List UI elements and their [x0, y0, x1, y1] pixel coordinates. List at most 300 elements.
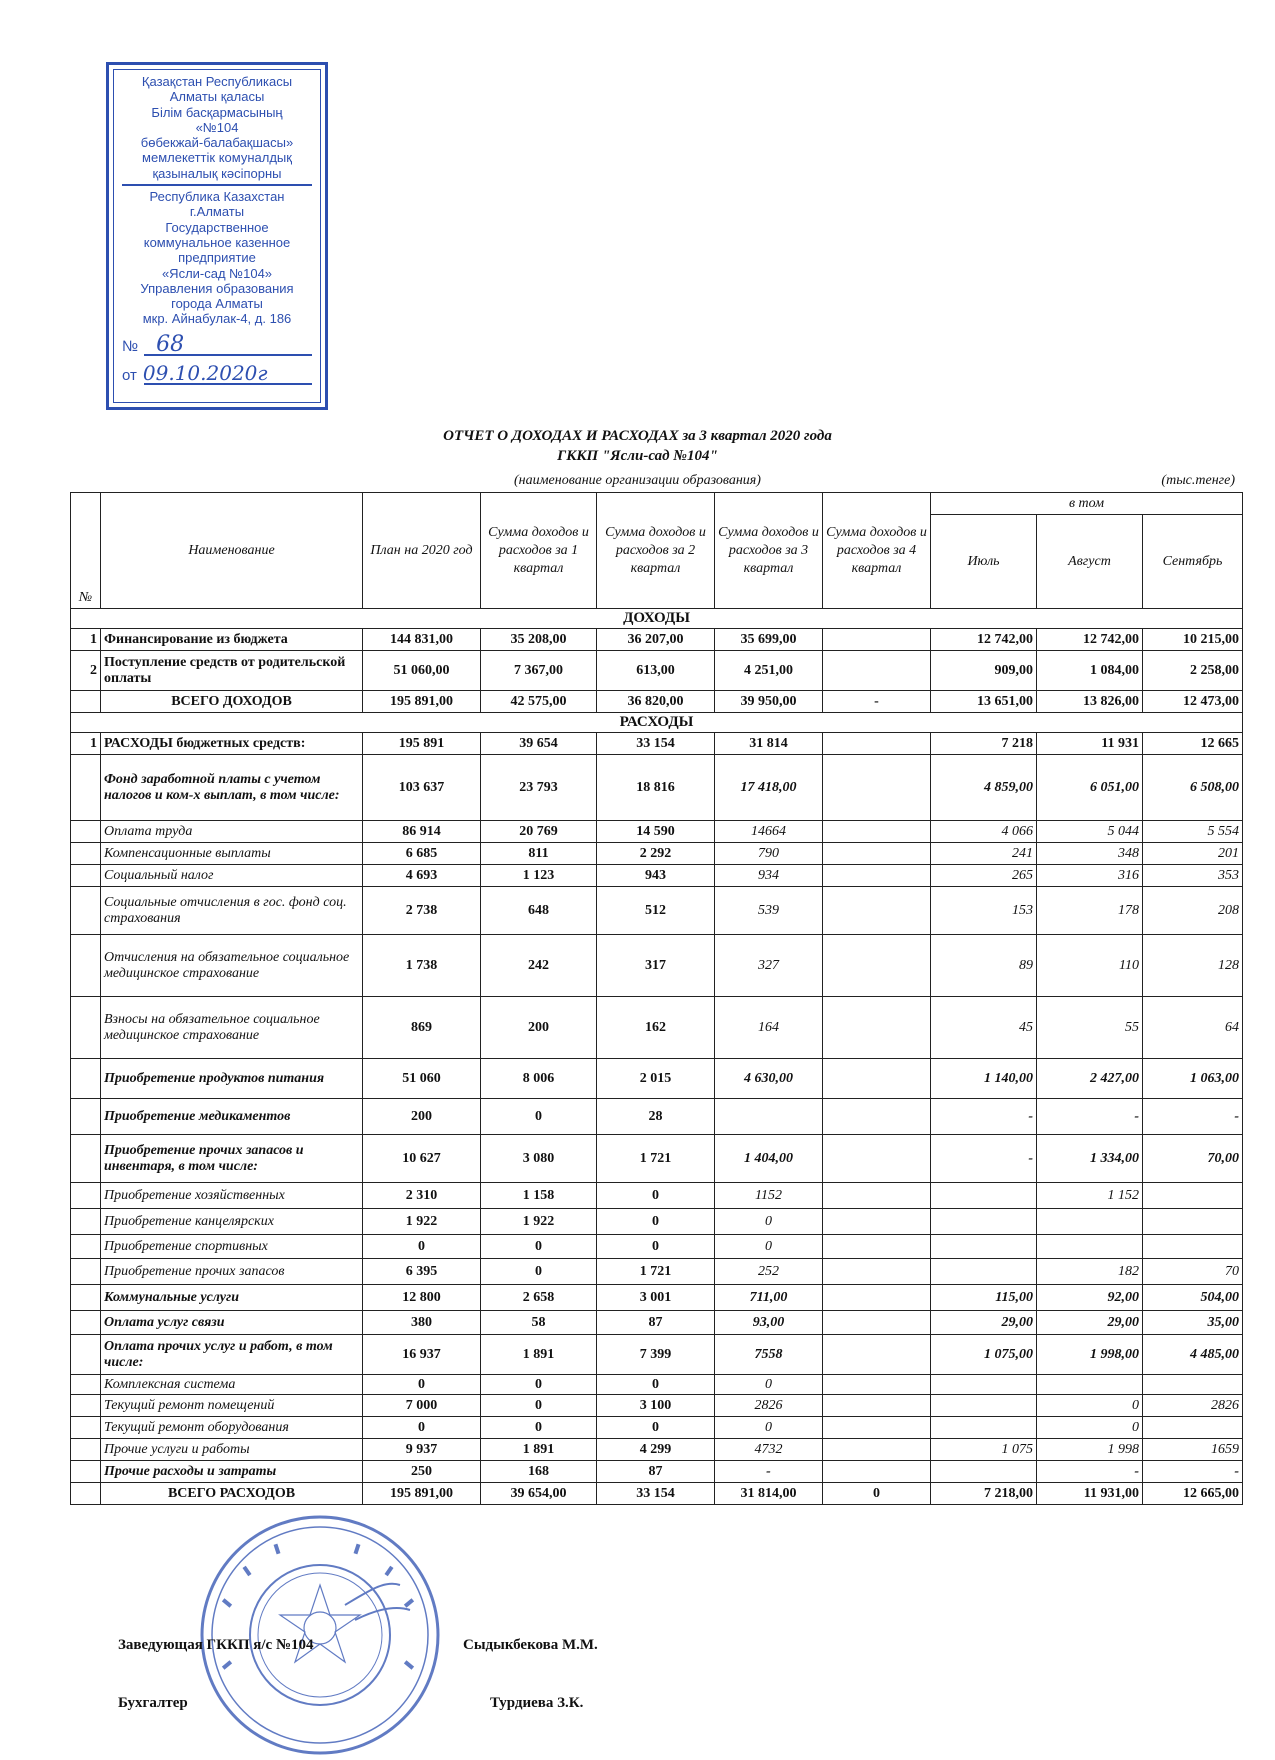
cell-q4	[823, 1209, 931, 1235]
col-header-no: №	[71, 493, 101, 609]
cell-q2: 36 207,00	[597, 629, 715, 651]
cell-plan: 12 800	[363, 1285, 481, 1311]
cell-sep: 12 473,00	[1143, 691, 1243, 713]
cell-aug: 55	[1037, 997, 1143, 1059]
cell-q1: 648	[481, 887, 597, 935]
stamp-ru-line: Республика Казахстан	[149, 189, 285, 205]
cell-plan: 1 922	[363, 1209, 481, 1235]
cell-plan: 1 738	[363, 935, 481, 997]
row-name: Приобретение спортивных	[101, 1235, 363, 1259]
cell-q4	[823, 1439, 931, 1461]
cell-q2: 613,00	[597, 651, 715, 691]
cell-sep: 2 258,00	[1143, 651, 1243, 691]
cell-sep: 5 554	[1143, 821, 1243, 843]
col-header-plan: План на 2020 год	[363, 493, 481, 609]
cell-jul: 241	[931, 843, 1037, 865]
organization-caption: (наименование организации образования)	[514, 473, 761, 488]
row-name: Поступление средств от родительской оплаты	[101, 651, 363, 691]
cell-q1: 7 367,00	[481, 651, 597, 691]
accountant-signature-name: Турдиева З.К.	[490, 1695, 584, 1711]
cell-jul	[931, 1461, 1037, 1483]
cell-aug: 178	[1037, 887, 1143, 935]
row-number	[71, 1183, 101, 1209]
row-number	[71, 1335, 101, 1375]
row-name: Приобретение хозяйственных	[101, 1183, 363, 1209]
cell-q2: 1 721	[597, 1135, 715, 1183]
cell-q1: 39 654	[481, 733, 597, 755]
cell-plan: 0	[363, 1375, 481, 1395]
cell-q4	[823, 935, 931, 997]
cell-q3: 1 404,00	[715, 1135, 823, 1183]
cell-q2: 317	[597, 935, 715, 997]
cell-q4	[823, 865, 931, 887]
cell-plan: 6 395	[363, 1259, 481, 1285]
row-number	[71, 865, 101, 887]
cell-q1: 1 891	[481, 1439, 597, 1461]
cell-q2: 36 820,00	[597, 691, 715, 713]
cell-plan: 195 891	[363, 733, 481, 755]
cell-jul: 1 075	[931, 1439, 1037, 1461]
row-name: Социальные отчисления в гос. фонд соц. страхования	[101, 887, 363, 935]
stamp-kz-line: Қазақстан Республикасы	[141, 74, 293, 89]
cell-aug	[1037, 1209, 1143, 1235]
stamp-number-label: №	[122, 337, 139, 355]
cell-q3: 93,00	[715, 1311, 823, 1335]
cell-q2: 0	[597, 1183, 715, 1209]
expense-row	[71, 733, 1243, 755]
stamp-number-value: 68	[156, 331, 185, 357]
cell-jul	[931, 1375, 1037, 1395]
expense-row	[71, 1259, 1243, 1285]
cell-sep: 12 665,00	[1143, 1483, 1243, 1505]
cell-jul: 1 075,00	[931, 1335, 1037, 1375]
cell-plan: 2 310	[363, 1183, 481, 1209]
row-number: 2	[71, 651, 101, 691]
cell-sep	[1143, 1235, 1243, 1259]
cell-q3: 2826	[715, 1395, 823, 1417]
cell-plan: 6 685	[363, 843, 481, 865]
expense-row	[71, 843, 1243, 865]
row-name: Текущий ремонт оборудования	[101, 1417, 363, 1439]
expense-row	[71, 1375, 1243, 1395]
col-header-name: Наименование	[101, 493, 363, 609]
cell-q2: 512	[597, 887, 715, 935]
cell-sep: 201	[1143, 843, 1243, 865]
expense-row	[71, 1461, 1243, 1483]
income-row	[71, 651, 1243, 691]
cell-q3: 4732	[715, 1439, 823, 1461]
cell-aug: -	[1037, 1461, 1143, 1483]
row-number	[71, 1311, 101, 1335]
cell-jul: 45	[931, 997, 1037, 1059]
cell-q2: 0	[597, 1417, 715, 1439]
cell-sep: -	[1143, 1461, 1243, 1483]
cell-aug: 0	[1037, 1395, 1143, 1417]
cell-q3: 17 418,00	[715, 755, 823, 821]
col-header-including: в том	[931, 493, 1243, 515]
cell-q4	[823, 1183, 931, 1209]
cell-q2: 87	[597, 1311, 715, 1335]
cell-q2: 0	[597, 1235, 715, 1259]
row-number	[71, 843, 101, 865]
cell-sep	[1143, 1209, 1243, 1235]
expense-row	[71, 865, 1243, 887]
row-number	[71, 1135, 101, 1183]
row-name: Социальный налог	[101, 865, 363, 887]
stamp-date-row	[114, 361, 320, 386]
cell-sep	[1143, 1417, 1243, 1439]
cell-q4	[823, 629, 931, 651]
organization-stamp	[106, 62, 328, 410]
expense-row	[71, 1395, 1243, 1417]
cell-q1: 0	[481, 1259, 597, 1285]
cell-q4	[823, 1335, 931, 1375]
section-income-heading: ДОХОДЫ	[71, 609, 1243, 629]
row-name: Приобретение медикаментов	[101, 1099, 363, 1135]
cell-sep	[1143, 1183, 1243, 1209]
expense-row	[71, 755, 1243, 821]
cell-q2: 87	[597, 1461, 715, 1483]
row-name: Текущий ремонт помещений	[101, 1395, 363, 1417]
expense-row	[71, 1285, 1243, 1311]
cell-q4	[823, 1417, 931, 1439]
cell-q3: 539	[715, 887, 823, 935]
accountant-signature-title: Бухгалтер	[118, 1695, 188, 1711]
cell-plan: 86 914	[363, 821, 481, 843]
cell-q4	[823, 821, 931, 843]
cell-q4	[823, 1235, 931, 1259]
row-number	[71, 691, 101, 713]
cell-aug: 1 152	[1037, 1183, 1143, 1209]
cell-aug: 12 742,00	[1037, 629, 1143, 651]
cell-q3: 14664	[715, 821, 823, 843]
cell-q1: 0	[481, 1235, 597, 1259]
expense-row	[71, 1311, 1243, 1335]
stamp-ru-line: предприятие	[178, 250, 256, 266]
cell-sep: 64	[1143, 997, 1243, 1059]
row-number	[71, 1235, 101, 1259]
row-name: Прочие расходы и затраты	[101, 1461, 363, 1483]
cell-sep: 6 508,00	[1143, 755, 1243, 821]
cell-q3: 327	[715, 935, 823, 997]
cell-plan: 0	[363, 1235, 481, 1259]
cell-q2: 14 590	[597, 821, 715, 843]
cell-q3: 4 251,00	[715, 651, 823, 691]
row-number: 1	[71, 629, 101, 651]
cell-plan: 380	[363, 1311, 481, 1335]
cell-jul	[931, 1259, 1037, 1285]
cell-q1: 811	[481, 843, 597, 865]
cell-q1: 35 208,00	[481, 629, 597, 651]
cell-q3: 0	[715, 1209, 823, 1235]
row-name: Фонд заработной платы с учетом налогов и ком-х выплат, в том числе:	[101, 755, 363, 821]
cell-q4	[823, 887, 931, 935]
col-header-q1: Сумма доходов и расходов за 1 квартал	[481, 493, 597, 609]
cell-q3: 39 950,00	[715, 691, 823, 713]
cell-jul: 7 218,00	[931, 1483, 1037, 1505]
cell-sep: 1659	[1143, 1439, 1243, 1461]
cell-jul: -	[931, 1099, 1037, 1135]
cell-q2: 162	[597, 997, 715, 1059]
cell-plan: 103 637	[363, 755, 481, 821]
cell-q2: 1 721	[597, 1259, 715, 1285]
cell-jul: 153	[931, 887, 1037, 935]
cell-jul: -	[931, 1135, 1037, 1183]
row-number	[71, 1285, 101, 1311]
row-name: Компенсационные выплаты	[101, 843, 363, 865]
row-number	[71, 1259, 101, 1285]
cell-plan: 51 060,00	[363, 651, 481, 691]
cell-q2: 7 399	[597, 1335, 715, 1375]
cell-aug: 13 826,00	[1037, 691, 1143, 713]
cell-q1: 2 658	[481, 1285, 597, 1311]
cell-q3: 252	[715, 1259, 823, 1285]
cell-q4	[823, 1099, 931, 1135]
stamp-ru-line: коммунальное казенное	[143, 234, 291, 250]
stamp-number-row	[114, 331, 320, 357]
cell-sep: 128	[1143, 935, 1243, 997]
col-header-q4: Сумма доходов и расходов за 4 квартал	[823, 493, 931, 609]
cell-q1: 242	[481, 935, 597, 997]
cell-q4	[823, 1311, 931, 1335]
cell-q3: 7558	[715, 1335, 823, 1375]
cell-plan: 51 060	[363, 1059, 481, 1099]
row-name: Оплата услуг связи	[101, 1311, 363, 1335]
expense-row	[71, 1417, 1243, 1439]
cell-q4	[823, 1135, 931, 1183]
stamp-date-label: от	[122, 367, 137, 385]
col-header-q2: Сумма доходов и расходов за 2 квартал	[597, 493, 715, 609]
cell-sep: 504,00	[1143, 1285, 1243, 1311]
cell-q3: 711,00	[715, 1285, 823, 1311]
cell-jul: 7 218	[931, 733, 1037, 755]
row-number	[71, 1375, 101, 1395]
cell-jul: 29,00	[931, 1311, 1037, 1335]
cell-q4	[823, 1395, 931, 1417]
row-number	[71, 1099, 101, 1135]
cell-jul: 4 066	[931, 821, 1037, 843]
cell-aug: 5 044	[1037, 821, 1143, 843]
row-number	[71, 935, 101, 997]
cell-sep: 10 215,00	[1143, 629, 1243, 651]
cell-q1: 3 080	[481, 1135, 597, 1183]
stamp-ru-line: Государственное	[165, 219, 269, 235]
stamp-kz-line: бөбекжай-балабақшасы»	[140, 135, 294, 151]
row-name: Приобретение прочих запасов	[101, 1259, 363, 1285]
cell-q2: 0	[597, 1375, 715, 1395]
expense-row	[71, 821, 1243, 843]
row-name: Прочие услуги и работы	[101, 1439, 363, 1461]
cell-q4	[823, 843, 931, 865]
cell-q4	[823, 733, 931, 755]
expense-row	[71, 1135, 1243, 1183]
cell-aug: 6 051,00	[1037, 755, 1143, 821]
cell-q3: 1152	[715, 1183, 823, 1209]
cell-sep: 70,00	[1143, 1135, 1243, 1183]
cell-aug: 316	[1037, 865, 1143, 887]
cell-sep: 4 485,00	[1143, 1335, 1243, 1375]
expense-row	[71, 1099, 1243, 1135]
cell-jul	[931, 1209, 1037, 1235]
cell-q3: 934	[715, 865, 823, 887]
stamp-kz-line: мемлекеттік комуналдық	[142, 150, 292, 166]
expense-row	[71, 1439, 1243, 1461]
cell-jul: 115,00	[931, 1285, 1037, 1311]
cell-q1: 168	[481, 1461, 597, 1483]
cell-q2: 0	[597, 1209, 715, 1235]
row-number	[71, 821, 101, 843]
stamp-ru-line: города Алматы	[171, 296, 263, 312]
cell-q3: 790	[715, 843, 823, 865]
cell-q4: 0	[823, 1483, 931, 1505]
row-number	[71, 1395, 101, 1417]
expense-row	[71, 1209, 1243, 1235]
cell-sep: 12 665	[1143, 733, 1243, 755]
cell-q3: 0	[715, 1417, 823, 1439]
cell-q1: 8 006	[481, 1059, 597, 1099]
cell-q1: 0	[481, 1099, 597, 1135]
cell-q3	[715, 1099, 823, 1135]
cell-aug: 2 427,00	[1037, 1059, 1143, 1099]
income-row	[71, 691, 1243, 713]
cell-q2: 2 015	[597, 1059, 715, 1099]
cell-plan: 7 000	[363, 1395, 481, 1417]
cell-aug: 0	[1037, 1417, 1143, 1439]
expense-row	[71, 887, 1243, 935]
row-number	[71, 1461, 101, 1483]
cell-aug: 1 334,00	[1037, 1135, 1143, 1183]
cell-jul: 1 140,00	[931, 1059, 1037, 1099]
row-number	[71, 997, 101, 1059]
cell-q1: 39 654,00	[481, 1483, 597, 1505]
cell-aug: 182	[1037, 1259, 1143, 1285]
row-name: Приобретение прочих запасов и инвентаря, в том числе:	[101, 1135, 363, 1183]
cell-q4	[823, 755, 931, 821]
cell-plan: 195 891,00	[363, 691, 481, 713]
cell-q3: 4 630,00	[715, 1059, 823, 1099]
col-header-jul: Июль	[931, 515, 1037, 609]
cell-aug: 110	[1037, 935, 1143, 997]
expense-row	[71, 935, 1243, 997]
expense-row	[71, 997, 1243, 1059]
stamp-kz-line: «№104	[195, 119, 239, 135]
cell-plan: 200	[363, 1099, 481, 1135]
row-name: Оплата труда	[101, 821, 363, 843]
cell-jul: 89	[931, 935, 1037, 997]
cell-q3: 164	[715, 997, 823, 1059]
cell-sep: 208	[1143, 887, 1243, 935]
cell-plan: 16 937	[363, 1335, 481, 1375]
stamp-date-value: 09.10.2020г	[142, 361, 268, 386]
cell-q2: 28	[597, 1099, 715, 1135]
cell-q2: 33 154	[597, 733, 715, 755]
cell-sep: -	[1143, 1099, 1243, 1135]
expense-row	[71, 1335, 1243, 1375]
cell-q3: 31 814,00	[715, 1483, 823, 1505]
cell-q1: 0	[481, 1375, 597, 1395]
cell-aug: 348	[1037, 843, 1143, 865]
row-number	[71, 1209, 101, 1235]
cell-aug: 11 931,00	[1037, 1483, 1143, 1505]
col-header-aug: Август	[1037, 515, 1143, 609]
cell-q2: 4 299	[597, 1439, 715, 1461]
cell-q4	[823, 997, 931, 1059]
expense-row	[71, 1059, 1243, 1099]
cell-aug: -	[1037, 1099, 1143, 1135]
cell-jul	[931, 1235, 1037, 1259]
head-signature-name: Сыдыкбекова М.М.	[463, 1637, 598, 1653]
row-name: ВСЕГО ДОХОДОВ	[101, 691, 363, 713]
cell-q1: 20 769	[481, 821, 597, 843]
cell-jul	[931, 1395, 1037, 1417]
head-signature-title: Заведующая ГККП я/с №104	[118, 1637, 314, 1653]
cell-jul: 13 651,00	[931, 691, 1037, 713]
cell-sep: 353	[1143, 865, 1243, 887]
cell-q3: -	[715, 1461, 823, 1483]
cell-plan: 9 937	[363, 1439, 481, 1461]
cell-q4: -	[823, 691, 931, 713]
cell-plan: 869	[363, 997, 481, 1059]
row-number	[71, 1439, 101, 1461]
cell-sep: 70	[1143, 1259, 1243, 1285]
stamp-ru-line: Управления образования	[140, 280, 294, 296]
cell-plan: 250	[363, 1461, 481, 1483]
row-name: РАСХОДЫ бюджетных средств:	[101, 733, 363, 755]
cell-aug: 1 998,00	[1037, 1335, 1143, 1375]
cell-jul: 4 859,00	[931, 755, 1037, 821]
cell-aug: 1 084,00	[1037, 651, 1143, 691]
cell-aug	[1037, 1235, 1143, 1259]
cell-jul: 12 742,00	[931, 629, 1037, 651]
expense-row	[71, 1183, 1243, 1209]
cell-jul	[931, 1183, 1037, 1209]
cell-sep: 2826	[1143, 1395, 1243, 1417]
row-number	[71, 1417, 101, 1439]
cell-q1: 1 922	[481, 1209, 597, 1235]
expense-row	[71, 1235, 1243, 1259]
units-label: (тыс.тенге)	[1161, 473, 1235, 488]
cell-q2: 33 154	[597, 1483, 715, 1505]
cell-plan: 195 891,00	[363, 1483, 481, 1505]
cell-q1: 200	[481, 997, 597, 1059]
cell-q3: 35 699,00	[715, 629, 823, 651]
cell-aug: 1 998	[1037, 1439, 1143, 1461]
report-table	[70, 492, 1243, 1505]
cell-q2: 3 001	[597, 1285, 715, 1311]
cell-q4	[823, 1259, 931, 1285]
cell-q1: 58	[481, 1311, 597, 1335]
round-seal-image	[195, 1510, 445, 1760]
cell-q2: 943	[597, 865, 715, 887]
cell-q1: 0	[481, 1395, 597, 1417]
row-name: Коммунальные услуги	[101, 1285, 363, 1311]
cell-sep: 1 063,00	[1143, 1059, 1243, 1099]
cell-q1: 42 575,00	[481, 691, 597, 713]
cell-q3: 31 814	[715, 733, 823, 755]
cell-q2: 18 816	[597, 755, 715, 821]
row-name: Приобретение продуктов питания	[101, 1059, 363, 1099]
cell-q4	[823, 651, 931, 691]
stamp-ru-line: г.Алматы	[189, 204, 245, 220]
cell-q1: 0	[481, 1417, 597, 1439]
cell-jul	[931, 1417, 1037, 1439]
cell-aug: 11 931	[1037, 733, 1143, 755]
row-name: Приобретение канцелярских	[101, 1209, 363, 1235]
cell-sep: 35,00	[1143, 1311, 1243, 1335]
cell-q1: 1 891	[481, 1335, 597, 1375]
report-title: ОТЧЕТ О ДОХОДАХ И РАСХОДАХ за 3 квартал 2020 года	[443, 428, 832, 444]
cell-q2: 2 292	[597, 843, 715, 865]
